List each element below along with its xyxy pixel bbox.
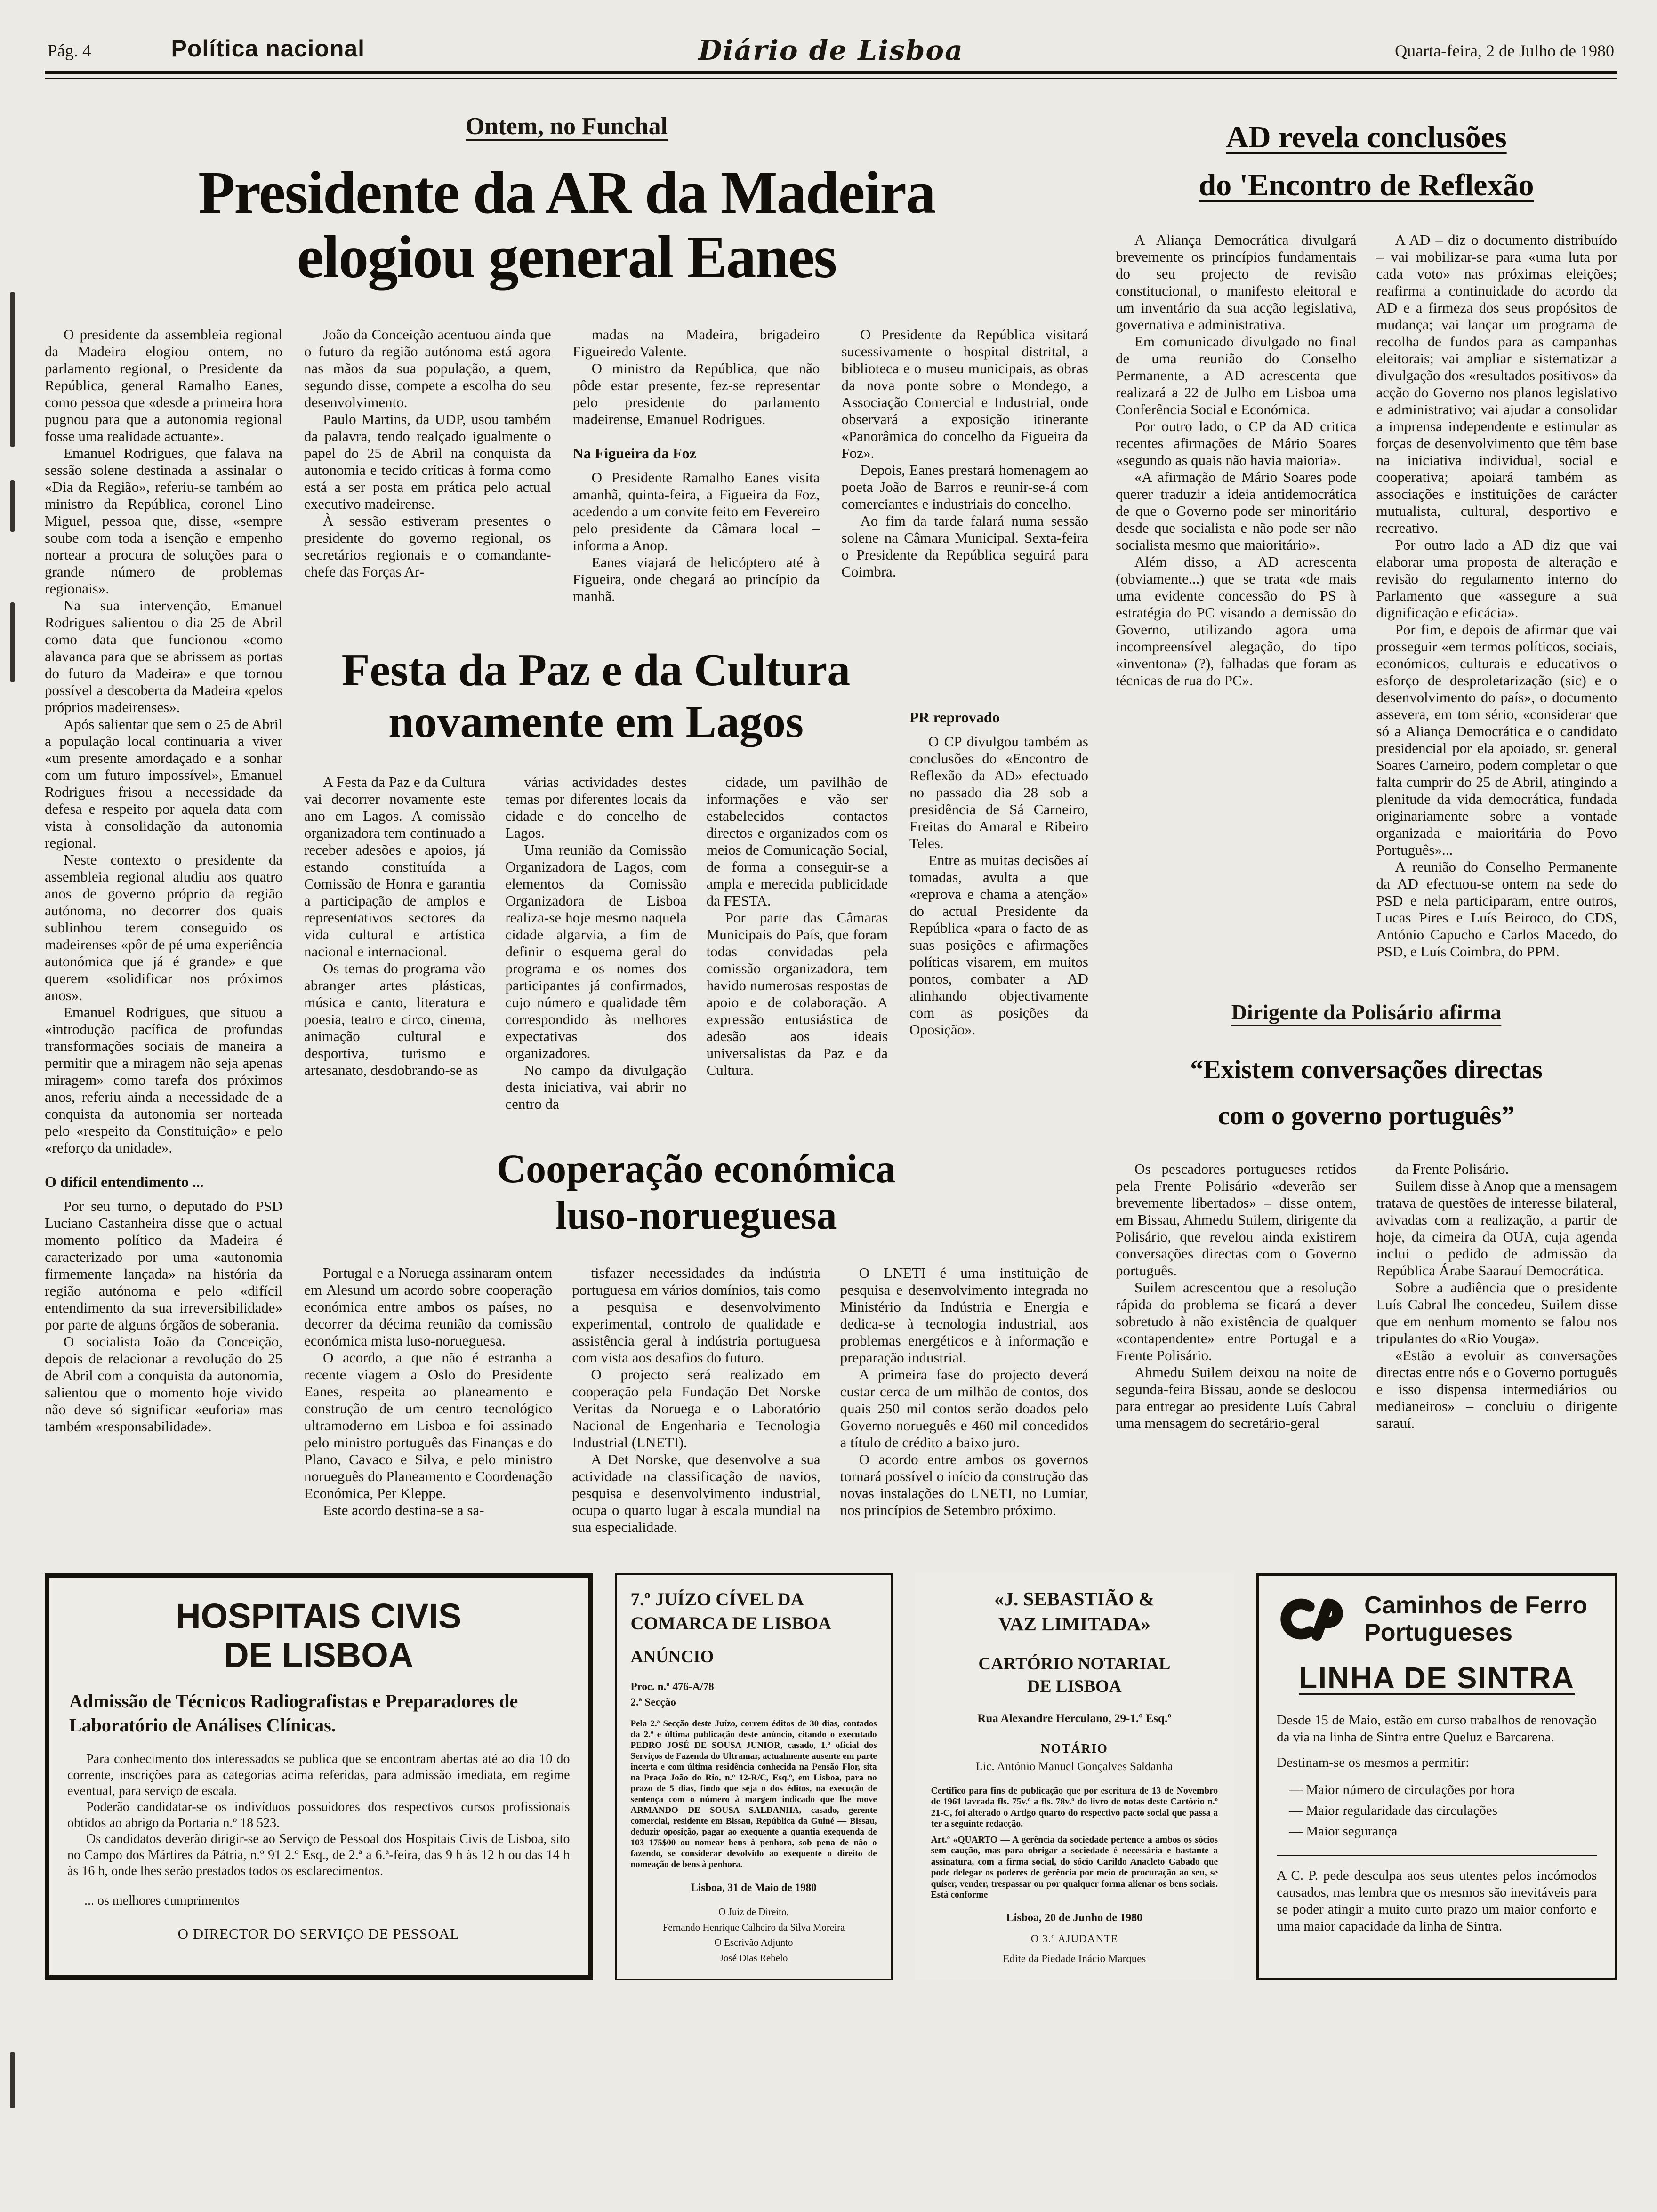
scan-artifact xyxy=(10,292,15,447)
cooperacao-column-3 xyxy=(840,1265,1088,1536)
lead-col3-paragraphs-2 xyxy=(573,469,820,605)
page-content xyxy=(45,101,1617,1536)
lead-column-1 xyxy=(45,326,282,1536)
article-polisario xyxy=(1116,1002,1617,1432)
polisario-kicker: Dirigente da Polisário afirma xyxy=(1231,1000,1502,1024)
paragraph: «A afirmação de Mário Soares pode querer traduzir a ideia antidemocrática de que o Governo pode ser minoritário desde que socialista e não pode ser não socialista mesmo que maioritário». xyxy=(1116,468,1357,553)
lead-col1-paragraphs-2 xyxy=(45,1198,282,1435)
cartorio-sub-line1: CARTÓRIO NOTARIAL xyxy=(978,1654,1171,1674)
juizo-proc-line2: 2.ª Secção xyxy=(630,1696,676,1708)
classifieds-row xyxy=(45,1573,1617,1980)
paragraph: Por seu turno, o deputado do PSD Luciano Castanheira disse que o actual momento político da Madeira é caracterizado por uma «autonomia firmemente lançada» na história da região autónoma e pelo «difícil entendimento da sua irreversibilidade» por parte de alguns órgãos de soberania. xyxy=(45,1197,282,1333)
cp-apology-note: A C. P. pede desculpa aos seus utentes pelos incómodos causados, mas lembra que os mesmos são inevitáveis para se poder atingir a muito curto prazo um maior conforto e uma maior capacidade da linha de Sintra. xyxy=(1277,1855,1597,1935)
paragraph: Entre as muitas decisões aí tomadas, avulta a que «reprova e chama a atenção» do actual Presidente da República «para o facto de as suas posições e afirmações políticas visarem, em muitos pontos, combater a AD alinhando objectivamente com as posições da Oposição». xyxy=(909,851,1088,1038)
paragraph: O acordo, a que não é estranha a recente viagem a Oslo do Presidente Eanes, respeita ao planeamento e construção de um centro tecnológico ultramoderno em Lisboa e foi assinado pelo ministro português das Finanças e do Plano, Cavaco e Silva, e pelo ministro norueguês do Planeamento e Coordenação Económica, Per Kleppe. xyxy=(304,1349,553,1502)
paragraph: A reunião do Conselho Permanente da AD efectuou-se ontem na sede do PSD e nela participaram, entre outros, Lucas Pires e Luís Beiroco, do CDS, António Capucho e Carlos Macedo, do PSD, e Luís Coimbra, do PPM. xyxy=(1376,858,1617,960)
paragraph: Sobre a audiência que o presidente Luís Cabral lhe concedeu, Suilem disse que em nenhum momento se falou nos tripulantes do «Rio Vouga». xyxy=(1376,1279,1617,1346)
masthead-row xyxy=(45,14,1617,71)
cartorio-date: Lisboa, 20 de Junho de 1980 xyxy=(1006,1911,1143,1924)
lead-column-2 xyxy=(304,326,551,605)
juizo-date: Lisboa, 31 de Maio de 1980 xyxy=(691,1882,817,1894)
paragraph: Os temas do programa vão abranger artes plásticas, música e canto, literatura e poesia, teatro e circo, cinema, animação cultural e desportiva, turismo e artesanato, desdobrando-se as xyxy=(304,960,486,1079)
paragraph: Eanes viajará de helicóptero até à Figueira, onde chegará ao princípio da manhã. xyxy=(572,553,820,604)
cp-logo-icon xyxy=(1277,1596,1352,1642)
paragraph: da Frente Polisário. xyxy=(1395,1160,1509,1177)
hospitais-title-line1: HOSPITAIS CIVIS xyxy=(176,1596,462,1636)
lead-col1-paragraphs xyxy=(45,326,282,1156)
cartorio-ajudante-name: Edite da Piedade Inácio Marques xyxy=(1003,1952,1146,1964)
juizo-signatures xyxy=(631,1904,877,1965)
ad-encontro-headline-line1: AD revela conclusões xyxy=(1226,120,1507,154)
cartorio-title-line2: VAZ LIMITADA» xyxy=(998,1613,1150,1635)
paragraph: O socialista João da Conceição, depois de relacionar a revolução do 25 de Abril com a conquista da autonomia, salientou que o momento hoje vivido não deve só significar «euforia» mas também «responsabilidade». xyxy=(45,1333,282,1435)
paragraph: Emanuel Rodrigues, que situou a «introdução pacífica de profundas transformações sociais de maneira a permitir que a miragem não seja apenas miragem» como tarefa dos próximos anos, referiu ainda a necessidade de a conquista da autonomia ser norteada pelo «respeito da Constituição» e pelo «reforço da unidade». xyxy=(45,1003,282,1156)
paragraph: O LNETI é uma instituição de pesquisa e desenvolvimento integrada no Ministério da Indústria e Energia e dedica-se à tecnologia industrial, aos problemas energéticos e à informação e preparação industrial. xyxy=(840,1265,1088,1366)
paragraph: — Maior segurança xyxy=(1289,1823,1398,1839)
article-ad-encontro xyxy=(1116,113,1617,960)
lead-col3-paragraphs xyxy=(573,326,820,428)
paragraph: No campo da divulgação desta iniciativa, vai abrir no centro da xyxy=(505,1062,687,1113)
festa-columns xyxy=(304,774,888,1113)
cartorio-body xyxy=(931,1786,1218,1901)
juizo-title-line2: COMARCA DE LISBOA xyxy=(630,1613,832,1634)
scan-artifact xyxy=(10,480,15,532)
polisario-column-1 xyxy=(1116,1161,1357,1432)
paragraph: Para conhecimento dos interessados se publica que se encontram abertas até ao dia 10 do corrente, inscrições para as categorias acima referidas, para admissão imediata, em regime eventual, para serviço de escala. xyxy=(67,1752,570,1799)
paragraph: João da Conceição acentuou ainda que o futuro da região autónoma está agora nas mãos da sua população, a quem, segundo disse, compete a escolha do seu desenvolvimento. xyxy=(304,326,551,410)
hospitais-signature: O DIRECTOR DO SERVIÇO DE PESSOAL xyxy=(177,1925,459,1942)
paragraph: tisfazer necessidades da indústria portuguesa em vários domínios, tais como a pesquisa e desenvolvimento experimental, controlo de qualidade e assistência geral à indústria portuguesa com vista aos desafios do futuro. xyxy=(572,1265,820,1366)
cartorio-address: Rua Alexandre Herculano, 29-1.º Esq.º xyxy=(977,1712,1172,1725)
hospitais-body xyxy=(67,1751,570,1879)
polisario-headline-line2: com o governo português” xyxy=(1218,1101,1515,1130)
juizo-title-line1: 7.º JUÍZO CÍVEL DA xyxy=(630,1589,804,1610)
lead-body xyxy=(45,326,1088,1536)
polisario-headline-line1: “Existem conversações directas xyxy=(1190,1055,1543,1084)
juizo-proc-line1: Proc. n.º 476-A/78 xyxy=(630,1680,714,1692)
paragraph: Paulo Martins, da UDP, usou também da palavra, tendo realçado igualmente o papel do 25 de Abril na conquista da autonomia e tecido críticas à forma como está a ser posta em prática pelo actual executivo madeirense. xyxy=(304,410,551,512)
cartorio-ajudante-label: O 3.º AJUDANTE xyxy=(1030,1932,1118,1945)
hospitais-title-line2: DE LISBOA xyxy=(224,1635,414,1675)
paragraph: — Maior número de circulações por hora xyxy=(1289,1782,1515,1797)
cartorio-company-title xyxy=(931,1587,1218,1637)
cp-brand-row xyxy=(1277,1592,1597,1646)
paragraph: A primeira fase do projecto deverá custar cerca de um milhão de contos, dos quais 250 mil contos serão doados pelo Governo norueguês e 460 mil concedidos a título de crédito a baixo juro. xyxy=(840,1366,1088,1451)
paragraph: cidade, um pavilhão de informações e vão ser estabelecidos contactos directos e organizados com os meios de Comunicação Social, de forma a conseguir-se a ampla e merecida publicidade da FESTA. xyxy=(706,774,888,909)
juizo-process-number xyxy=(631,1679,877,1710)
section-title: Política nacional xyxy=(171,35,365,62)
cp-bullet-list xyxy=(1277,1779,1597,1842)
paragraph: O ministro da República, que não pôde estar presente, fez-se representar pelo presidente do parlamento madeirense, Emanuel Rodrigues. xyxy=(572,360,820,427)
paragraph: Emanuel Rodrigues, que falava na sessão solene destinada a assinalar o «Dia da Região», referiu-se também ao ministro da República, coronel Lino Miguel, pessoa que, disse, «sempre soube com toda a isenção e empenho nortear a procura de soluções para o grande número de problemas regionais». xyxy=(45,444,282,597)
paragraph: Por parte das Câmaras Municipais do País, que foram todas convidadas pela comissão organizadora, tem havido numerosas respostas de apoio e de colaboração. A expressão entusiástica de adesão aos ideais universalistas da Paz e da Cultura. xyxy=(706,909,888,1079)
ad-encontro-headline xyxy=(1116,113,1617,210)
paragraph: Art.º «QUARTO — A gerência da sociedade pertence a ambos os sócios sem caução, mas para obrigar a sociedade é necessária e bastante a assinatura, com a firma social, do sócio Carildo Anacleto Gabado que pode delegar os poderes de gerência por meio de procuração ao seu, se quiser, vender, trespassar ou por qualquer forma alienar os bens sociais. Está conforme xyxy=(931,1835,1218,1900)
lead-headline-line1: Presidente da AR da Madeira xyxy=(198,159,935,226)
juizo-sign-name1: Fernando Henrique Calheiro da Silva Moreira xyxy=(662,1921,845,1933)
paragraph: O Presidente Ramalho Eanes visita amanhã, quinta-feira, a Figueira da Foz, acedendo a um convite feito em Fevereiro pelo presidente da Câmara local – informa a Anop. xyxy=(572,469,820,553)
cartorio-notario-label: NOTÁRIO xyxy=(1040,1741,1108,1756)
edition-date: Quarta-feira, 2 de Julho de 1980 xyxy=(1395,41,1614,60)
ad-encontro-columns xyxy=(1116,232,1617,960)
paragraph: A Festa da Paz e da Cultura vai decorrer novamente este ano em Lagos. A comissão organizadora tem continuado a receber adesões e apoios, já estando constituída a Comissão de Honra e garantia a participação de amplos e representativos sectores da vida cultural e artística nacional e internacional. xyxy=(304,774,486,960)
paragraph: Os candidatos deverão dirigir-se ao Serviço de Pessoal dos Hospitais Civis de Lisboa, sito no Campo dos Mártires da Pátria, n.º 91 2.º Esq., de 2.ª a 6.ª-feira, das 9 h às 12 h ou das 14 h às 16 h, onde lhes serão prestados todos os esclarecimentos. xyxy=(67,1832,570,1879)
paragraph: Depois, Eanes prestará homenagem ao poeta João de Barros e reunir-se-á com comerciantes e industriais do concelho. xyxy=(841,461,1088,512)
ad-encontro-column-2 xyxy=(1376,232,1617,960)
subhead-figueira-da-foz: Na Figueira da Foz xyxy=(572,444,696,462)
paragraph: O CP divulgou também as conclusões do «Encontro de Reflexão da AD» efectuado no passado dia 28 sob a presidência de Sá Carneiro, Freitas do Amaral e Ribeiro Teles. xyxy=(909,733,1088,851)
paragraph: À sessão estiveram presentes o presidente do governo regional, os secretários regionais e o comandante-chefe das Forças Ar- xyxy=(304,512,551,580)
paragraph: O projecto será realizado em cooperação pela Fundação Det Norske Veritas da Noruega e o Laboratório Nacional de Engenharia e Tecnologia Industrial (LNETI). xyxy=(572,1366,820,1451)
cartorio-sub-line2: DE LISBOA xyxy=(1027,1676,1122,1696)
paragraph: Poderão candidatar-se os indivíduos possuidores dos respectivos cursos profissionais obtidos ao abrigo da Portaria n.º 18 523. xyxy=(67,1800,570,1831)
header-rule-thin xyxy=(45,78,1617,79)
subhead-dificil-entendimento: O difícil entendimento ... xyxy=(45,1173,204,1190)
paragraph: Em comunicado divulgado no final de uma reunião do Conselho Permanente, a AD acrescenta que realizará a 22 de Julho em Lisboa uma Conferência Social e Económica. xyxy=(1116,333,1357,417)
cartorio-notary-name: Lic. António Manuel Gonçalves Saldanha xyxy=(976,1760,1173,1773)
cp-linha-sintra-title: LINHA DE SINTRA xyxy=(1299,1660,1575,1695)
lead-column-4 xyxy=(841,326,1088,605)
paragraph: Por outro lado, o CP da AD critica recentes afirmações de Mário Soares «segundo as quais não havia maioria». xyxy=(1116,417,1357,468)
festa-headline-line1: Festa da Paz e da Cultura xyxy=(341,644,851,696)
paragraph: Uma reunião da Comissão Organizadora de Lagos, com elementos da Comissão Organizadora de Lisboa realiza-se hoje mesmo naquela cidade algarvia, a fim de definir o esquema geral do programa e os nomes dos participantes já confirmados, cujo número e qualidade têm correspondido às melhores expectativas dos organizadores. xyxy=(505,842,687,1062)
newspaper-title: Diário de Lisboa xyxy=(698,34,964,66)
lead-headline xyxy=(45,160,1088,289)
subhead-pr-reprovado: PR reprovado xyxy=(909,708,1000,726)
lead-rest xyxy=(304,326,1088,1536)
festa-column-3 xyxy=(707,774,888,1113)
juizo-sign-name2: José Dias Rebelo xyxy=(719,1952,788,1964)
scan-artifact xyxy=(10,2052,15,2108)
header-rule-heavy xyxy=(45,71,1617,74)
pr-reprovado-paragraphs xyxy=(909,733,1088,1038)
paragraph: Neste contexto o presidente da assembleia regional aludiu aos quatro anos de governo próprio da região autónoma, no decorrer dos quais sublinhou terem conseguido os madeirenses «pôr de pé uma experiência autonómica que já é grande» e que querem «solidificar nos próximos anos». xyxy=(45,851,282,1003)
paragraph: Por fim, e depois de afirmar que vai prosseguir «em termos políticos, sociais, económicos, culturais e educativos o esforço de desproletarização (sic) e o desenvolvimento do país», o documento assevera, em tom sério, «considerar que só a Aliança Democrática e o candidato presidencial por ela apoiado, sr. general Soares Carneiro, podem completar o que falta cumprir do 25 de Abril, atingindo a plenitude da vida democrática, fundada originariamente sobre a vontade organizada e maioritária do Povo Português»... xyxy=(1376,621,1617,858)
scan-artifact xyxy=(10,602,15,682)
paragraph: A Aliança Democrática divulgará brevemente os princípios fundamentais do seu projecto de revisão constitucional, o manifesto eleitoral e um inventário da sua acção legislativa, governativa e administrativa. xyxy=(1116,231,1357,333)
article-lead xyxy=(45,101,1088,1536)
cooperacao-column-2 xyxy=(572,1265,820,1536)
paragraph: Este acordo destina-se a sa- xyxy=(323,1502,484,1519)
paragraph: madas na Madeira, brigadeiro Figueiredo Valente. xyxy=(572,326,820,360)
paragraph: várias actividades destes temas por diferentes locais da cidade e do concelho de Lagos. xyxy=(505,774,687,842)
paragraph: A AD – diz o documento distribuído – vai mobilizar-se para «uma luta por cada voto» nas próximas eleições; reafirma a continuidade do acordo da AD e a firmeza dos seus propósitos de mudança; vai lançar um programa de recolha de fundos para as campanhas eleitorais; vai ampliar e sistematizar a divulgação dos «resultados positivos» da acção do Governo nos planos legislativo e administrativo; vai ajudar a consolidar a imprensa independente e estimular as forças de desenvolvimento que têm base na iniciativa individual, social e cooperativa; apoiará também as associações e instituições de carácter mutualista, cultural, desportivo e recreativo. xyxy=(1376,231,1617,536)
festa-headline-line2: novamente em Lagos xyxy=(388,696,804,747)
paragraph: Pela 2.ª Secção deste Juízo, correm éditos de 30 dias, contados da 2.ª e última publicação deste anúncio, citando o executado PEDRO JOSÉ DE SOUSA JUNIOR, casado, 1.º oficial dos Serviços de Fazenda do Ultramar, actualmente ausente em parte incerta e com última residência conhecida na Pensão Flor, sita na Praça João do Rio, n.º 12-R/C, Esq.º, em Lisboa, para no prazo de 5 dias, findo que seja o dos éditos, na execução de sentença com o número à margem indicado que lhe move ARMANDO DE SOUSA SALDANHA, casado, gerente comercial, residente em Bissau, República da Guiné — Bissau, deduzir oposição, pagar ao exequente a quantia exequenda de 103 175$00 ou nomear bens à penhora, sob pena de não o fazendo, se considerar devolvido ao exequente o direito de nomeação de bens à penhora. xyxy=(630,1719,877,1870)
hospitais-closing: ... os melhores cumprimentos xyxy=(84,1893,240,1908)
paragraph: — Maior regularidade das circulações xyxy=(1289,1803,1497,1818)
ad-encontro-headline-line2: do 'Encontro de Reflexão xyxy=(1199,168,1534,203)
lead-headline-line2: elogiou general Eanes xyxy=(297,223,837,290)
right-column xyxy=(1116,101,1617,1536)
festa-column-1 xyxy=(304,774,485,1113)
page-number: Pág. 4 xyxy=(48,41,91,61)
cooperacao-columns xyxy=(304,1265,1088,1536)
hospitais-title xyxy=(67,1597,570,1675)
paragraph: Certifico para fins de publicação que por escritura de 13 de Novembro de 1961 lavrada fls. 75v.º a fls. 78v.º do livro de notas deste Cartório n.º 21-C, foi alterado o Artigo quarto do respectivo pacto social que passa a ter a seguinte redacção. xyxy=(931,1786,1218,1829)
juizo-title xyxy=(631,1588,877,1635)
ad-encontro-column-1 xyxy=(1116,232,1357,960)
cp-brand-line2: Portugueses xyxy=(1364,1619,1513,1647)
paragraph: A Det Norske, que desenvolve a sua actividade na classificação de navios, pesquisa e desenvolvimento industrial, ocupa o quarto lugar à escala mundial na sua especialidade. xyxy=(572,1451,820,1536)
paragraph: O presidente da assembleia regional da Madeira elogiou ontem, no parlamento regional, o Presidente da República, general Ramalho Eanes, como pessoa que «desde a primeira hora pugnou para que a autonomia regional fosse uma realidade actuante». xyxy=(45,326,282,444)
ad-cp-linha-sintra xyxy=(1256,1573,1617,1980)
paragraph: Suilem acrescentou que a resolução rápida do problema se ficará a dever sobretudo à não existência de qualquer «contapendente» entre Portugal e a Frente Polisário. xyxy=(1116,1279,1357,1363)
middle-row xyxy=(304,631,1088,1113)
festa-column-2 xyxy=(505,774,686,1113)
ad-hospitais-civis xyxy=(45,1573,593,1980)
lead-column-3 xyxy=(573,326,820,605)
festa-headline xyxy=(304,645,888,748)
paragraph: Além disso, a AD acrescenta (obviamente...) que se trata «de mais uma evidente concessão do PS à estratégia do PC visando a demissão do Governo, utilizando agora uma incompreensível alegação, do tipo «inventona» (?), falhadas que foram as técnicas de rua do PC». xyxy=(1116,553,1357,689)
article-festa xyxy=(304,631,888,1113)
ad-juizo-civel xyxy=(615,1573,893,1980)
juizo-sign-role1: O Juiz de Direito, xyxy=(718,1906,789,1918)
paragraph: Portugal e a Noruega assinaram ontem em Alesund um acordo sobre cooperação económica entre ambos os países, no decorrer da décima reunião da comissão económica mista luso-norueguesa. xyxy=(304,1265,553,1349)
article-cooperacao xyxy=(304,1146,1088,1536)
lead-kicker: Ontem, no Funchal xyxy=(465,113,668,140)
juizo-sign-role2: O Escrivão Adjunto xyxy=(714,1937,793,1948)
paragraph: Os pescadores portugueses retidos pela Frente Polisário «deverão ser brevemente libertados» – disse ontem, em Bissau, Ahmedu Suilem, dirigente da Polisário, que revelou ainda existirem conversações directas com o Governo português. xyxy=(1116,1160,1357,1279)
polisario-column-2 xyxy=(1376,1161,1617,1432)
paragraph: Na sua intervenção, Emanuel Rodrigues salientou o dia 25 de Abril como data que funcionou «como alavanca para que se abrissem as portas do futuro da Madeira» e que tornou possível a descoberta da Madeira «pelos próprios madeirenses». xyxy=(45,597,282,715)
cp-brand-line1: Caminhos de Ferro xyxy=(1364,1592,1587,1619)
juizo-anuncio-label: ANÚNCIO xyxy=(630,1647,714,1667)
ad-cartorio-notarial xyxy=(915,1573,1234,1980)
paragraph: O acordo entre ambos os governos tornará possível o início da construção das novas instalações do LNETI, no Lumiar, nos princípios de Setembro próximo. xyxy=(840,1451,1088,1519)
paragraph: Ao fim da tarde falará numa sessão solene na Câmara Municipal. Sexta-feira o Presidente da República seguirá para Coimbra. xyxy=(841,512,1088,580)
cooperacao-headline-line2: luso-norueguesa xyxy=(555,1193,837,1238)
paragraph: Após salientar que sem o 25 de Abril a população local continuaria a viver «um presente amordaçado e a sonhar com um futuro impossível», Emanuel Rodrigues frisou a necessidade da defesa e respeito por aquela data com vista à consolidação da autonomia regional. xyxy=(45,715,282,851)
paragraph: «Estão a evoluir as conversações directas entre nós e o Governo português e isso dispensa intermediários ou medianeiros» – concluiu o dirigente sarauí. xyxy=(1376,1346,1617,1431)
cooperacao-headline xyxy=(304,1146,1088,1239)
paragraph: Por outro lado a AD diz que vai elaborar uma proposta de alteração e revisão do regulamento interno do Parlamento que «assegure a sua dignificação e eficácia». xyxy=(1376,536,1617,621)
cp-paragraph-1: Desde 15 de Maio, estão em curso trabalhos de renovação da via na linha de Sintra entre Queluz e Barcarena. xyxy=(1277,1712,1597,1745)
paragraph: O Presidente da República visitará sucessivamente o hospital distrital, a biblioteca e o museu municipais, as obras da nova ponte sobre o Mondego, a Associação Comercial e Industrial, onde observará a exposição itinerante «Panorâmica do concelho da Figueira da Foz». xyxy=(841,326,1088,461)
paragraph: Ahmedu Suilem deixou na noite de segunda-feira Bissau, aonde se deslocou para entregar ao presidente Luís Cabral uma mensagem do secretário-geral xyxy=(1116,1363,1357,1431)
polisario-headline xyxy=(1116,1047,1617,1139)
cooperacao-headline-line1: Cooperação económica xyxy=(497,1146,896,1192)
lead-columns-2-4 xyxy=(304,326,1088,605)
cp-paragraph-2: Destinam-se os mesmos a permitir: xyxy=(1277,1755,1470,1770)
hospitais-subtitle: Admissão de Técnicos Radiografistas e Preparadores de Laboratório de Análises Clínicas. xyxy=(69,1690,518,1736)
cartorio-subtitle xyxy=(931,1653,1218,1698)
juizo-body xyxy=(631,1718,877,1870)
polisario-columns xyxy=(1116,1161,1617,1432)
ad-encontro-continuation xyxy=(909,631,1088,1113)
cartorio-title-line1: «J. SEBASTIÃO & xyxy=(994,1588,1155,1610)
cooperacao-column-1 xyxy=(304,1265,552,1536)
cp-brand-name xyxy=(1364,1592,1587,1646)
masthead xyxy=(45,14,1617,79)
paragraph: Suilem disse à Anop que a mensagem tratava de questões de interesse bilateral, avivadas com a realização, a partir de hoje, da cimeira da OUA, cuja agenda inclui o pedido de admissão da República Árabe Saarauí Democrática. xyxy=(1376,1177,1617,1279)
